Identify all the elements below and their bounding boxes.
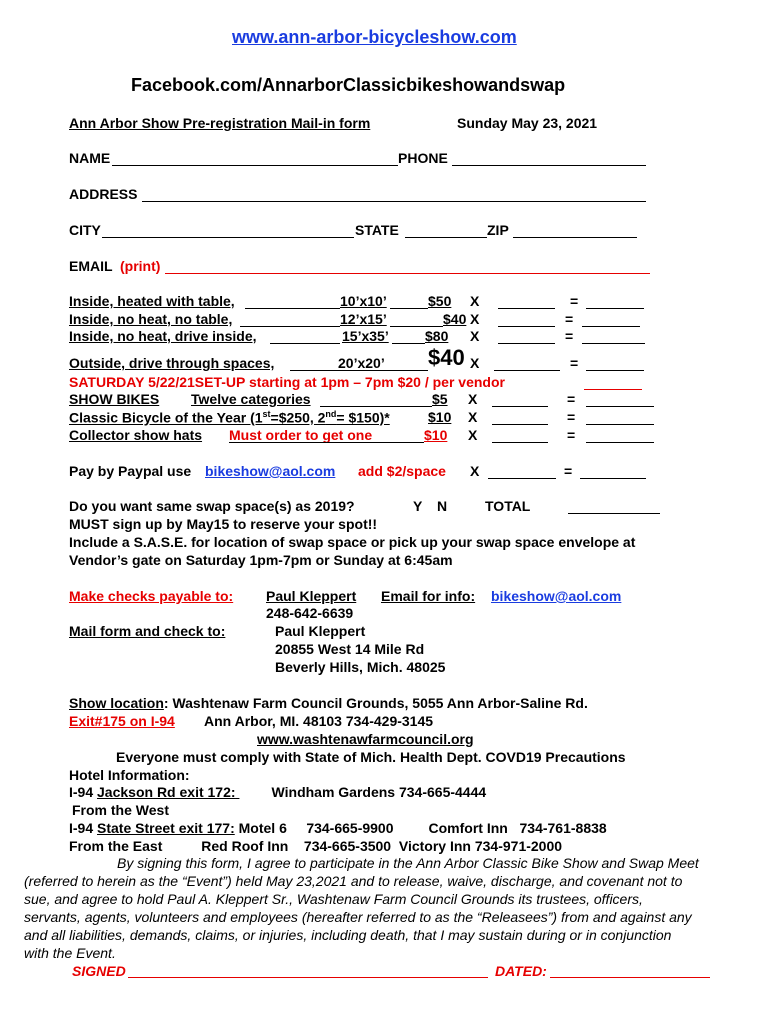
location-city: Ann Arbor, MI. 48103 734-429-3145 (204, 713, 434, 729)
hotel-line1 (69, 784, 486, 800)
phone-label: PHONE (398, 150, 448, 166)
price-row-price-large: $40 (428, 345, 465, 370)
swap-question: Do you want same swap space(s) as 2019? (69, 498, 355, 514)
signature-field[interactable] (128, 977, 488, 978)
mail-street: 20855 West 14 Mile Rd (275, 641, 425, 657)
desc-underline (245, 308, 340, 309)
city-field[interactable] (102, 237, 354, 238)
payee-name: Paul Kleppert (266, 588, 357, 604)
form-title: Ann Arbor Show Pre-registration Mail-in form (69, 115, 371, 131)
signed-label: SIGNED (72, 963, 126, 979)
total-label: TOTAL (485, 498, 531, 514)
mail-city: Beverly Hills, Mich. 48025 (275, 659, 446, 675)
info-label: Email for info: (381, 588, 476, 604)
setup-note: SATURDAY 5/22/21SET-UP starting at 1pm – 7pm $20 / per vendor (69, 374, 505, 390)
hotel-line3-c: Motel 6 734-665-9900 Comfort Inn 734-761-8838 (234, 820, 607, 836)
qty-field[interactable] (498, 308, 555, 309)
paypal-label: Pay by Paypal use (69, 463, 192, 479)
price-row-size: 10’x10’ (340, 293, 387, 309)
price-row-desc: Outside, drive through spaces, (69, 355, 275, 371)
mail-label: Mail form and check to: (69, 623, 226, 639)
swap-yes-option[interactable]: Y (413, 498, 423, 514)
show-bikes-x: X (468, 391, 478, 407)
hotel-line1-a: I-94 (69, 784, 98, 800)
price-row-eq: = (565, 311, 574, 327)
price-row-desc: Inside, no heat, no table, (69, 311, 233, 327)
hotel-line3-b: State Street exit 177: (97, 820, 235, 836)
classic-sup1: st (262, 409, 271, 419)
hotel-title: Hotel Information: (69, 767, 190, 783)
show-location-address: : Washtenaw Farm Council Grounds, 5055 Ann Arbor-Saline Rd. (163, 695, 588, 711)
subtotal-field[interactable] (582, 326, 640, 327)
classic-x: X (468, 409, 478, 425)
qty-field[interactable] (494, 370, 560, 371)
hotel-line1-c: Windham Gardens 734-665-4444 (271, 784, 487, 800)
paypal-eq: = (564, 463, 573, 479)
state-label: STATE (355, 222, 399, 238)
show-bikes-price: $5 (432, 391, 448, 407)
qty-field[interactable] (498, 343, 555, 344)
waiver-line6: with the Event. (24, 945, 116, 961)
classic-eq: = (567, 409, 576, 425)
desc-underline (270, 343, 340, 344)
show-bikes-subtotal-field[interactable] (586, 406, 654, 407)
show-bikes-label: SHOW BIKES (69, 391, 160, 407)
price-row-x: X (470, 355, 480, 371)
desc-underline (240, 326, 340, 327)
email-label: EMAIL (69, 258, 113, 274)
paypal-fee-note: add $2/space (358, 463, 446, 479)
event-date: Sunday May 23, 2021 (457, 115, 598, 131)
classic-subtotal-field[interactable] (586, 424, 654, 425)
payee-phone: 248-642-6639 (266, 605, 354, 621)
farm-council-website[interactable]: www.washtenawfarmcouncil.org (257, 731, 474, 747)
hotel-line3-a: I-94 (69, 820, 98, 836)
info-email-link[interactable]: bikeshow@aol.com (491, 588, 622, 604)
hotel-line1-b: Jackson Rd exit 172: (97, 784, 236, 800)
waiver-line5: and all liabilities, demands, claims, or injuries, including death, that I may sustain during or in conjunction (24, 927, 672, 943)
facebook-url: Facebook.com/AnnarborClassicbikeshowandswap (131, 75, 566, 95)
hats-note: Must order to get one (229, 427, 373, 443)
name-label: NAME (69, 150, 111, 166)
size-underline (338, 370, 428, 371)
zip-field[interactable] (513, 237, 637, 238)
show-bikes-desc: Twelve categories (191, 391, 311, 407)
size-underline (390, 308, 428, 309)
hats-underline (229, 442, 424, 443)
subtotal-field[interactable] (586, 308, 644, 309)
email-print-note: (print) (120, 258, 161, 274)
hats-subtotal-field[interactable] (586, 442, 654, 443)
address-label: ADDRESS (69, 186, 138, 202)
paypal-email-link[interactable]: bikeshow@aol.com (205, 463, 336, 479)
waiver-line2: (referred to herein as the “Event”) held May 23,2021 and to release, waive, discharge, and covenant not to (24, 873, 683, 889)
email-field[interactable] (165, 273, 650, 274)
date-field[interactable] (550, 977, 710, 978)
size-underline (390, 326, 443, 327)
show-location-label: Show location (69, 695, 164, 711)
hotel-line3 (69, 820, 607, 836)
paypal-x: X (470, 463, 480, 479)
price-row-price: $50 (428, 293, 452, 309)
show-bikes-underline (320, 406, 432, 407)
price-row-desc: Inside, heated with table, (69, 293, 235, 309)
sase-note-line1: Include a S.A.S.E. for location of swap space or pick up your swap space envelope at (69, 534, 636, 550)
price-row-eq: = (565, 328, 574, 344)
phone-field[interactable] (452, 165, 646, 166)
checks-label: Make checks payable to: (69, 588, 234, 604)
show-bikes-eq: = (567, 391, 576, 407)
subtotal-field[interactable] (586, 370, 644, 371)
price-row-x: X (470, 293, 480, 309)
price-row-eq: = (570, 293, 579, 309)
hats-eq: = (567, 427, 576, 443)
deadline-note: MUST sign up by May15 to reserve your spot!! (69, 516, 378, 532)
price-row-x: X (470, 328, 480, 344)
qty-field[interactable] (498, 326, 555, 327)
hats-x: X (468, 427, 478, 443)
hats-qty-field[interactable] (492, 442, 548, 443)
state-field[interactable] (405, 237, 487, 238)
classic-price: $10 (428, 409, 452, 425)
show-bikes-qty-field[interactable] (492, 406, 548, 407)
total-field[interactable] (568, 513, 660, 514)
address-field[interactable] (142, 201, 646, 202)
classic-label-c: = $150)* (336, 409, 390, 426)
paypal-subtotal-field[interactable] (580, 478, 646, 479)
mail-name: Paul Kleppert (275, 623, 366, 639)
zip-label: ZIP (487, 222, 509, 238)
hotel-line2: From the West (72, 802, 169, 818)
waiver-line4: servants, agents, volunteers and employees (hereafter referred to as the “Releasees”) from and against any (24, 909, 692, 925)
setup-subtotal-field[interactable] (584, 389, 642, 390)
price-row-size: 20’x20’ (338, 355, 385, 371)
covid-note: Everyone must comply with State of Mich. Health Dept. COVD19 Precautions (116, 749, 626, 765)
waiver-line3: sue, and agree to hold Paul A. Kleppert Sr., Washtenaw Farm Council Grounds its trustees, officers, (24, 891, 643, 907)
paypal-qty-field[interactable] (488, 478, 556, 479)
price-row-size: 12’x15’ (340, 311, 387, 327)
dated-label: DATED: (495, 963, 547, 979)
hotel-line1-gap (236, 784, 272, 800)
waiver-line1: By signing this form, I agree to participate in the Ann Arbor Classic Bike Show and Swap Meet (117, 855, 699, 871)
price-row-size: 15’x35’ (342, 328, 389, 344)
price-row-price: $40 (443, 311, 467, 327)
exit-label: Exit#175 on I-94 (69, 713, 175, 729)
price-row-desc: Inside, no heat, drive inside, (69, 328, 257, 344)
hats-label: Collector show hats (69, 427, 203, 443)
hotel-line4: From the East Red Roof Inn 734-665-3500 Victory Inn 734-971-2000 (69, 838, 563, 854)
swap-no-option[interactable]: N (437, 498, 448, 514)
classic-label-a: Classic Bicycle of the Year (1 (69, 409, 263, 426)
classic-sup2: nd (325, 409, 337, 419)
subtotal-field[interactable] (582, 343, 645, 344)
city-label: CITY (69, 222, 101, 238)
classic-qty-field[interactable] (492, 424, 548, 425)
show-location (69, 695, 588, 711)
hats-price: $10 (424, 427, 448, 443)
classic-label (69, 409, 390, 426)
price-row-eq: = (570, 355, 579, 371)
name-field[interactable] (112, 165, 398, 166)
price-row-price: $80 (425, 328, 449, 344)
classic-label-b: =$250, 2 (270, 409, 326, 426)
sase-note-line2: Vendor’s gate on Saturday 1pm-7pm or Sunday at 6:45am (69, 552, 453, 568)
price-row-x: X (470, 311, 480, 327)
size-underline (392, 343, 425, 344)
desc-underline (290, 370, 338, 371)
website-link[interactable]: www.ann-arbor-bicycleshow.com (232, 27, 517, 47)
